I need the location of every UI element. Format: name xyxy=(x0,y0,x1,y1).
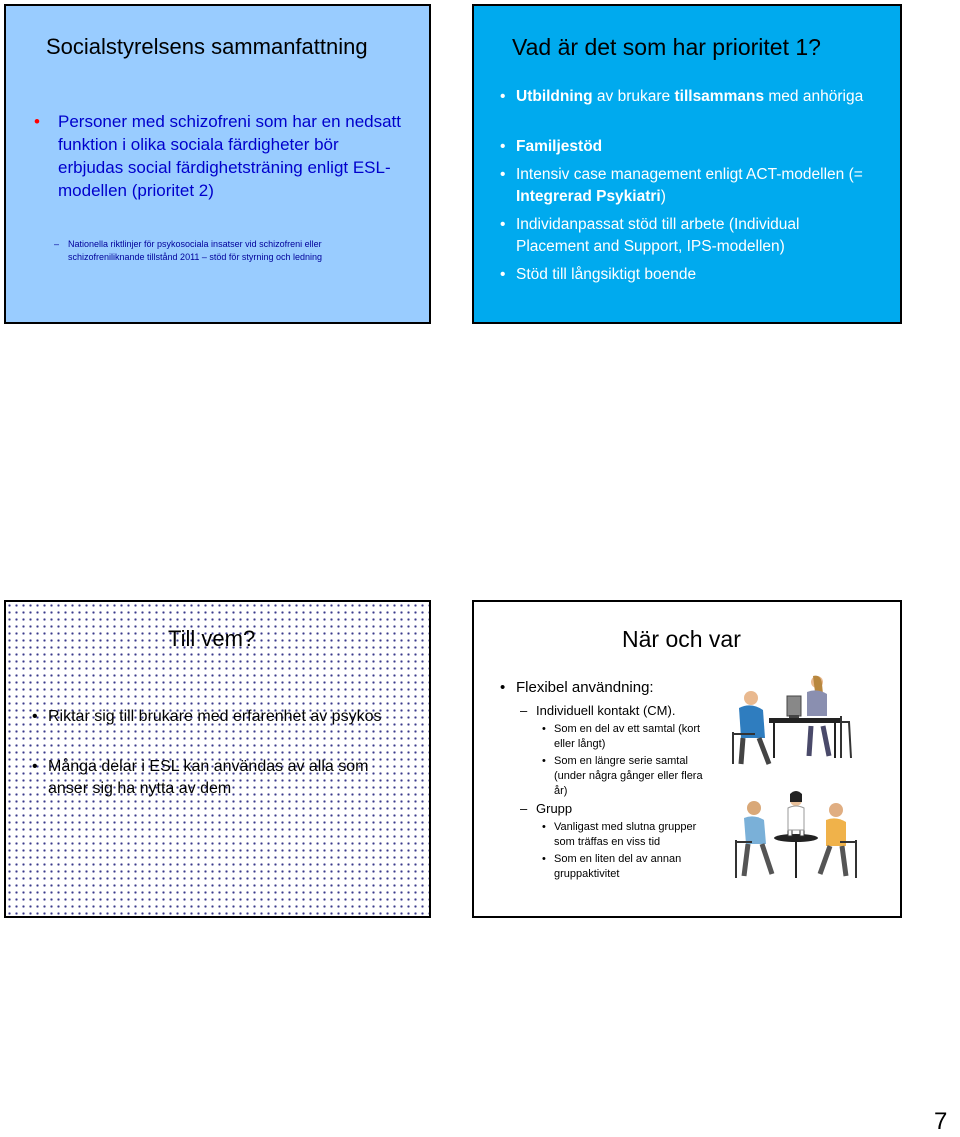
level1-text: Flexibel användning: xyxy=(516,679,654,696)
slide-summary xyxy=(4,4,431,324)
slide2-bullet xyxy=(500,264,876,286)
bullet-text: Många delar i ESL kan användas av alla som anser sig ha nytta av dem xyxy=(48,758,369,797)
item-text: Grupp xyxy=(536,801,573,816)
slide3-bullet xyxy=(32,706,398,728)
bullet-dot-icon: • xyxy=(542,853,546,865)
slide4-subitem xyxy=(542,820,719,850)
subitem-text: Som en längre serie samtal (under några gånger eller flera år) xyxy=(554,755,703,797)
slide1-bullet-text: Personer med schizofreni som har en nedsatt funktion i olika sociala färdigheter bör erbjudas social färdighetsträning enligt ESL-modellen (prioritet 2) xyxy=(58,112,402,200)
bullet-text: Stöd till långsiktigt boende xyxy=(516,266,697,283)
bullet-dot-icon: • xyxy=(32,758,38,775)
person-torso xyxy=(807,690,827,716)
subitem-text: Vanligast med slutna grupper som träffas en viss tid xyxy=(554,821,697,848)
computer-monitor xyxy=(787,696,801,716)
person-legs xyxy=(744,844,772,876)
bullet-dot-icon: • xyxy=(500,138,506,155)
person-head xyxy=(747,801,761,815)
slide4-level1 xyxy=(500,678,654,698)
group-meeting-illustration xyxy=(732,788,862,884)
slide4-title: När och var xyxy=(622,626,741,652)
bullet-text-bold: tillsammans xyxy=(674,88,765,105)
slide2-bullet xyxy=(500,86,876,108)
bullet-dot-icon: • xyxy=(500,216,506,233)
cup xyxy=(800,830,804,836)
slide4-subitem xyxy=(542,754,719,799)
dash-icon: – xyxy=(520,703,528,718)
subitem-text: Som en del av ett samtal (kort eller långt) xyxy=(554,723,701,750)
slide4-subitem xyxy=(542,722,719,752)
bullet-dot-icon: • xyxy=(500,266,506,283)
bullet-dot-icon: • xyxy=(542,821,546,833)
person-hair xyxy=(790,791,802,802)
round-table xyxy=(774,834,818,842)
subitem-text: Som en liten del av annan gruppaktivitet xyxy=(554,853,682,880)
slide2-bullet xyxy=(500,214,876,258)
bullet-dot-icon: • xyxy=(500,166,506,183)
item-text: Individuell kontakt (CM). xyxy=(536,703,676,718)
slide3-title: Till vem? xyxy=(168,626,256,651)
slide1-title: Socialstyrelsens sammanfattning xyxy=(46,34,368,59)
bullet-dot-icon: • xyxy=(542,755,546,767)
person-torso xyxy=(744,816,766,844)
slide1-sub-note xyxy=(54,238,368,264)
slide2-bullet xyxy=(500,136,876,158)
person-legs xyxy=(809,726,829,756)
bullet-text: Intensiv case management enligt ACT-modellen (= xyxy=(516,166,863,183)
office-meeting-illustration xyxy=(729,672,859,772)
bullet-dot-icon: • xyxy=(32,708,38,725)
bullet-dot-icon: • xyxy=(542,723,546,735)
desk xyxy=(769,718,841,723)
page-number: 7 xyxy=(934,1108,948,1135)
bullet-text: med anhöriga xyxy=(764,88,864,105)
slide2-title: Vad är det som har prioritet 1? xyxy=(512,34,821,60)
bullet-text: Individanpassat stöd till arbete (Individual Placement and Support, IPS-modellen) xyxy=(516,216,800,255)
bullet-dot-icon: • xyxy=(500,679,506,696)
slide-target-group xyxy=(4,600,431,918)
dash-icon: – xyxy=(54,239,60,249)
bullet-text-bold: Familjestöd xyxy=(516,138,603,155)
slide1-bullet xyxy=(34,110,408,202)
bullet-text-bold: Utbildning xyxy=(516,88,593,105)
person-torso xyxy=(788,806,804,830)
bullet-text-bold: Integrerad Psykiatri xyxy=(516,188,661,205)
slide4-subitem xyxy=(542,852,719,882)
bullet-text: ) xyxy=(660,188,666,205)
person-head xyxy=(744,691,758,705)
bullet-dot-icon: • xyxy=(34,112,40,131)
dash-icon: – xyxy=(520,801,528,816)
bullet-text: av brukare xyxy=(592,88,675,105)
person-legs xyxy=(820,846,846,876)
slide4-item xyxy=(520,800,573,817)
slide2-bullet xyxy=(500,164,876,208)
computer-stand xyxy=(789,715,799,718)
bullet-dot-icon: • xyxy=(500,88,506,105)
slide3-bullet xyxy=(32,756,398,800)
chair xyxy=(841,716,851,758)
cup xyxy=(788,830,792,836)
slide1-sub-note-text: Nationella riktlinjer för psykosociala insatser vid schizofreni eller schizofreniliknande tillstånd 2011 – stöd för styrning och ledning xyxy=(68,239,322,262)
person-head xyxy=(829,803,843,817)
slide-priority xyxy=(472,4,902,324)
slide-when-where xyxy=(472,600,902,918)
person-legs xyxy=(741,738,769,764)
slide4-item xyxy=(520,702,676,719)
bullet-text: Riktar sig till brukare med erfarenhet av psykos xyxy=(48,708,382,725)
